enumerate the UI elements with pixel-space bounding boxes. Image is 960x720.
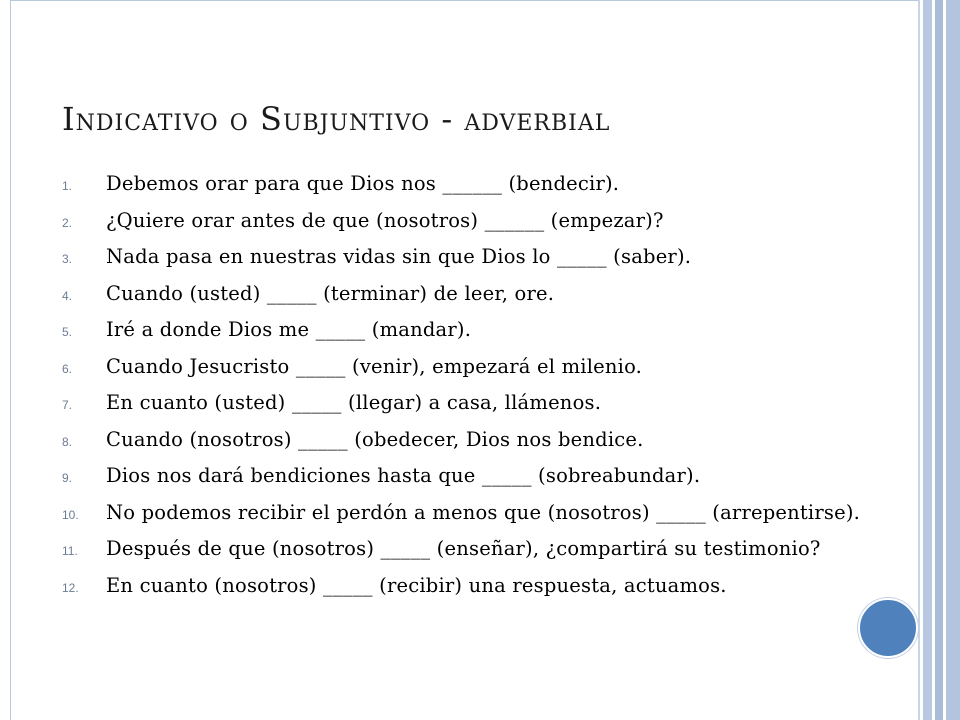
- item-number: 1.: [62, 179, 73, 193]
- slide-title: Indicativo o Subjuntivo - adverbial: [62, 100, 611, 138]
- exercise-list: [62, 172, 862, 610]
- item-number: 2.: [62, 215, 73, 230]
- list-item: [62, 537, 862, 563]
- item-text: Cuando (nosotros) _____ (obedecer, Dios nos bendice.: [106, 427, 644, 451]
- list-item: [62, 209, 862, 235]
- item-text: ¿Quiere orar antes de que (nosotros) ______ (empezar)?: [106, 208, 664, 232]
- item-text: No podemos recibir el perdón a menos que (nosotros) _____ (arrepentirse).: [106, 500, 861, 524]
- slide-frame-top-line: [10, 0, 918, 1]
- item-number: 9.: [62, 471, 73, 485]
- list-item: [62, 464, 862, 490]
- item-number: 11.: [62, 544, 78, 558]
- item-text: Nada pasa en nuestras vidas sin que Dios lo _____ (saber).: [106, 245, 692, 268]
- item-number: 12.: [62, 580, 79, 595]
- item-number: 4.: [62, 288, 73, 303]
- slide-frame-left-line: [10, 0, 11, 720]
- item-text: Iré a donde Dios me _____ (mandar).: [106, 318, 472, 341]
- item-text: Después de que (nosotros) _____ (enseñar), ¿compartirá su testimonio?: [106, 537, 821, 560]
- list-item: [62, 172, 862, 198]
- list-item: [62, 245, 862, 271]
- side-bar-stripe: [946, 0, 960, 720]
- item-number: 7.: [62, 398, 73, 412]
- item-number: 5.: [62, 325, 73, 339]
- item-number: 8.: [62, 434, 73, 449]
- side-bar-stripe: [923, 0, 932, 720]
- item-number: 6.: [62, 361, 73, 376]
- list-item: [62, 501, 862, 527]
- item-number: 3.: [62, 252, 73, 266]
- item-text: Cuando (usted) _____ (terminar) de leer, ore.: [106, 281, 555, 305]
- list-item: [62, 391, 862, 417]
- item-number: 10.: [62, 507, 79, 522]
- list-item: [62, 282, 862, 308]
- item-text: Debemos orar para que Dios nos ______ (bendecir).: [106, 172, 620, 195]
- item-text: En cuanto (usted) _____ (llegar) a casa, llámenos.: [106, 391, 602, 414]
- list-item: [62, 574, 862, 600]
- list-item: [62, 318, 862, 344]
- side-bar-stripe: [935, 0, 943, 720]
- decorative-side-bars: [918, 0, 960, 720]
- list-item: [62, 355, 862, 381]
- item-text: Dios nos dará bendiciones hasta que _____ (sobreabundar).: [106, 464, 701, 487]
- item-text: Cuando Jesucristo _____ (venir), empezará el milenio.: [106, 354, 643, 378]
- item-text: En cuanto (nosotros) _____ (recibir) una respuesta, actuamos.: [106, 573, 727, 597]
- list-item: [62, 428, 862, 454]
- decorative-circle: [858, 598, 918, 658]
